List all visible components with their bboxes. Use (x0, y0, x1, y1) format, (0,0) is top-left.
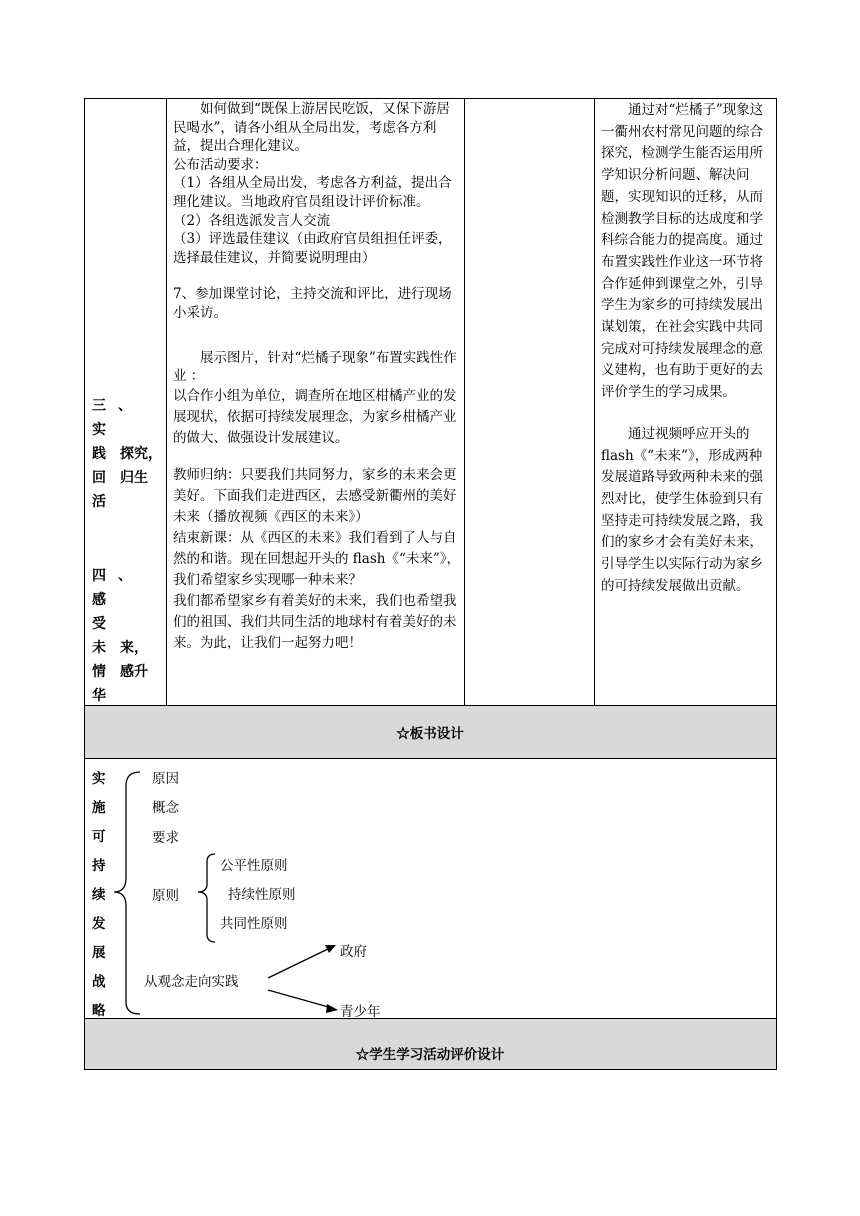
evaluation-design-header: ☆学生学习活动评价设计 (355, 1047, 505, 1063)
board-title-char: 持 (92, 858, 106, 874)
board-title-char: 施 (92, 800, 106, 816)
board-title-char: 展 (92, 945, 106, 961)
activity-paragraph: 如何做到“既保上游居民吃饭，又保下游居民喝水”，请各小组从全局出发，考虑各方利益，提出合理化建议。 (173, 101, 450, 155)
board-title-char: 续 (92, 887, 106, 903)
activity-paragraph: （3）评选最佳建议（由政府官员组担任评委，选择最佳建议，并简要说明理由） (173, 231, 452, 266)
arrow-to-youth (268, 990, 332, 1008)
board-principle-fairness: 公平性原则 (220, 858, 288, 874)
section-4-line-3: 未 来， (92, 640, 148, 656)
board-item-concept: 概念 (152, 800, 179, 816)
board-target-youth: 青少年 (340, 1004, 381, 1020)
activity-paragraph: 展示图片，针对“烂橘子现象”布置实践性作业 ： (173, 349, 457, 385)
section-4-line-5: 华 (92, 688, 106, 704)
board-item-requirement: 要求 (152, 830, 179, 846)
arrowhead-youth (326, 1004, 338, 1013)
board-title-char: 略 (92, 1003, 106, 1019)
board-title-char: 实 (92, 771, 106, 787)
section-3-line-4: 活 (92, 494, 106, 510)
board-target-government: 政府 (340, 944, 367, 960)
intent-paragraph: 通过对“烂橘子”现象这一衢州农村常见问题的综合探究，检测学生能否运用所学知识分析问题、解决问题，实现知识的迁移，从而检测教学目标的达成度和学科综合能力的提高度。通过布置实践性作业这一环节将合作延伸到课堂之外，引导学生为家乡的可持续发展出谋划策，在社会实践中共同完成对可持续发展理念的意义建构，也有助于更好的去评价学生的学习成果。 (601, 102, 764, 401)
board-principle-sustainability: 持续性原则 (228, 887, 296, 903)
board-principle-commonality: 共同性原则 (220, 916, 288, 932)
board-title-char: 发 (92, 916, 106, 932)
section-3-line-1: 三、实 (92, 398, 144, 438)
activity-paragraph: 我们都希望家乡有着美好的未来，我们也希望我们的祖国、我们共同生活的地球村有着美好的未来。为此，让我们一起努力吧！ (173, 592, 457, 651)
activity-paragraph: （2）各组选派发言人交流 (173, 212, 331, 229)
intent-paragraph: 通过视频呼应开头的 flash《“未来”》，形成两种发展道路导致两种未来的强烈对比，使学生体验到只有坚持走可持续发展之路，我们的家乡才会有美好未来，引导学生以实际行动为家乡的可持续发展做出贡献。 (601, 425, 763, 594)
board-title-char: 可 (92, 829, 106, 845)
board-item-principle: 原则 (152, 888, 179, 904)
activity-paragraph: 结束新课：从《西区的未来》我们看到了人与自然的和谐。现在回想起开头的 flash《“未来”》，我们希望家乡实现哪一种未来？ (173, 529, 461, 588)
section-4-line-2: 受 (92, 616, 106, 632)
board-item-reason: 原因 (152, 771, 179, 787)
activity-paragraph: 公布活动要求： (173, 156, 268, 173)
board-design-header: ☆板书设计 (396, 726, 464, 742)
board-title-char: 战 (92, 974, 106, 990)
section-4-line-4: 情 感升 (92, 664, 148, 680)
small-brace (198, 854, 215, 942)
big-brace (114, 772, 140, 1014)
arrow-to-government (268, 948, 330, 978)
section-3-line-2: 践 探究， (92, 446, 162, 462)
section-3-line-3: 回 归生 (92, 470, 148, 486)
section-4-line-1: 四、感 (92, 568, 144, 608)
activity-paragraph: 以合作小组为单位，调查所在地区柑橘产业的发展现状，依据可持续发展理念，为家乡柑橘产业的做大、做强设计发展建议。 (173, 387, 457, 446)
activity-paragraph: 7、参加课堂讨论，主持交流和评比，进行现场小采访。 (173, 286, 452, 321)
activity-paragraph: 教师归纳：只要我们共同努力，家乡的未来会更美好。下面我们走进西区，去感受新衢州的美好未来（播放视频《西区的未来》） (173, 466, 457, 525)
activity-paragraph: （1）各组从全局出发，考虑各方利益，提出合理化建议。当地政府官员组设计评价标准。 (173, 175, 452, 210)
board-practice: 从观念走向实践 (144, 974, 239, 990)
